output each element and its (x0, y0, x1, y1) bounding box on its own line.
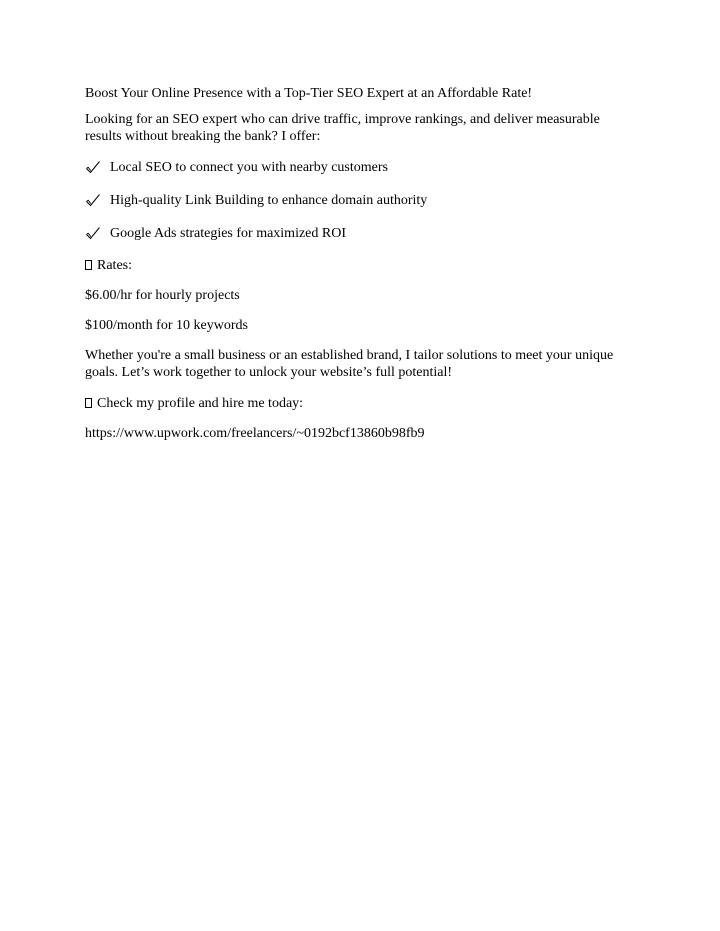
list-item (85, 192, 625, 209)
document-page (85, 85, 625, 454)
rate-monthly: $100/month for 10 keywords (85, 318, 248, 333)
list-item (85, 159, 625, 176)
cta-label: Check my profile and hire me today: (97, 396, 304, 411)
rates-heading (85, 257, 625, 274)
profile-link[interactable] (85, 425, 625, 442)
check-icon (85, 225, 101, 241)
check-icon (85, 159, 101, 175)
rates-label: Rates: (97, 258, 132, 273)
check-icon (85, 192, 101, 208)
list-item (85, 225, 625, 242)
rate-hourly: $6.00/hr for hourly projects (85, 288, 240, 303)
offer-label-local-seo: Local SEO to connect you with nearby customers (110, 160, 388, 175)
cta-line (85, 395, 625, 412)
profile-url[interactable]: https://www.upwork.com/freelancers/~0192bcf13860b98fb9 (85, 426, 425, 441)
offer-label-google-ads: Google Ads strategies for maximized ROI (110, 226, 347, 241)
intro-paragraph: Looking for an SEO expert who can drive traffic, improve rankings, and deliver measurable results without breaking the bank? I offer: (85, 112, 600, 144)
missing-glyph-icon (85, 398, 92, 408)
document-heading: Boost Your Online Presence with a Top-Tier SEO Expert at an Affordable Rate! (85, 86, 533, 101)
offer-list (85, 159, 625, 242)
closing-paragraph: Whether you're a small business or an established brand, I tailor solutions to meet your unique goals. Let’s work together to unlock your website’s full potential! (85, 348, 614, 380)
offer-label-link-building: High-quality Link Building to enhance domain authority (110, 193, 428, 208)
missing-glyph-icon (85, 260, 92, 270)
